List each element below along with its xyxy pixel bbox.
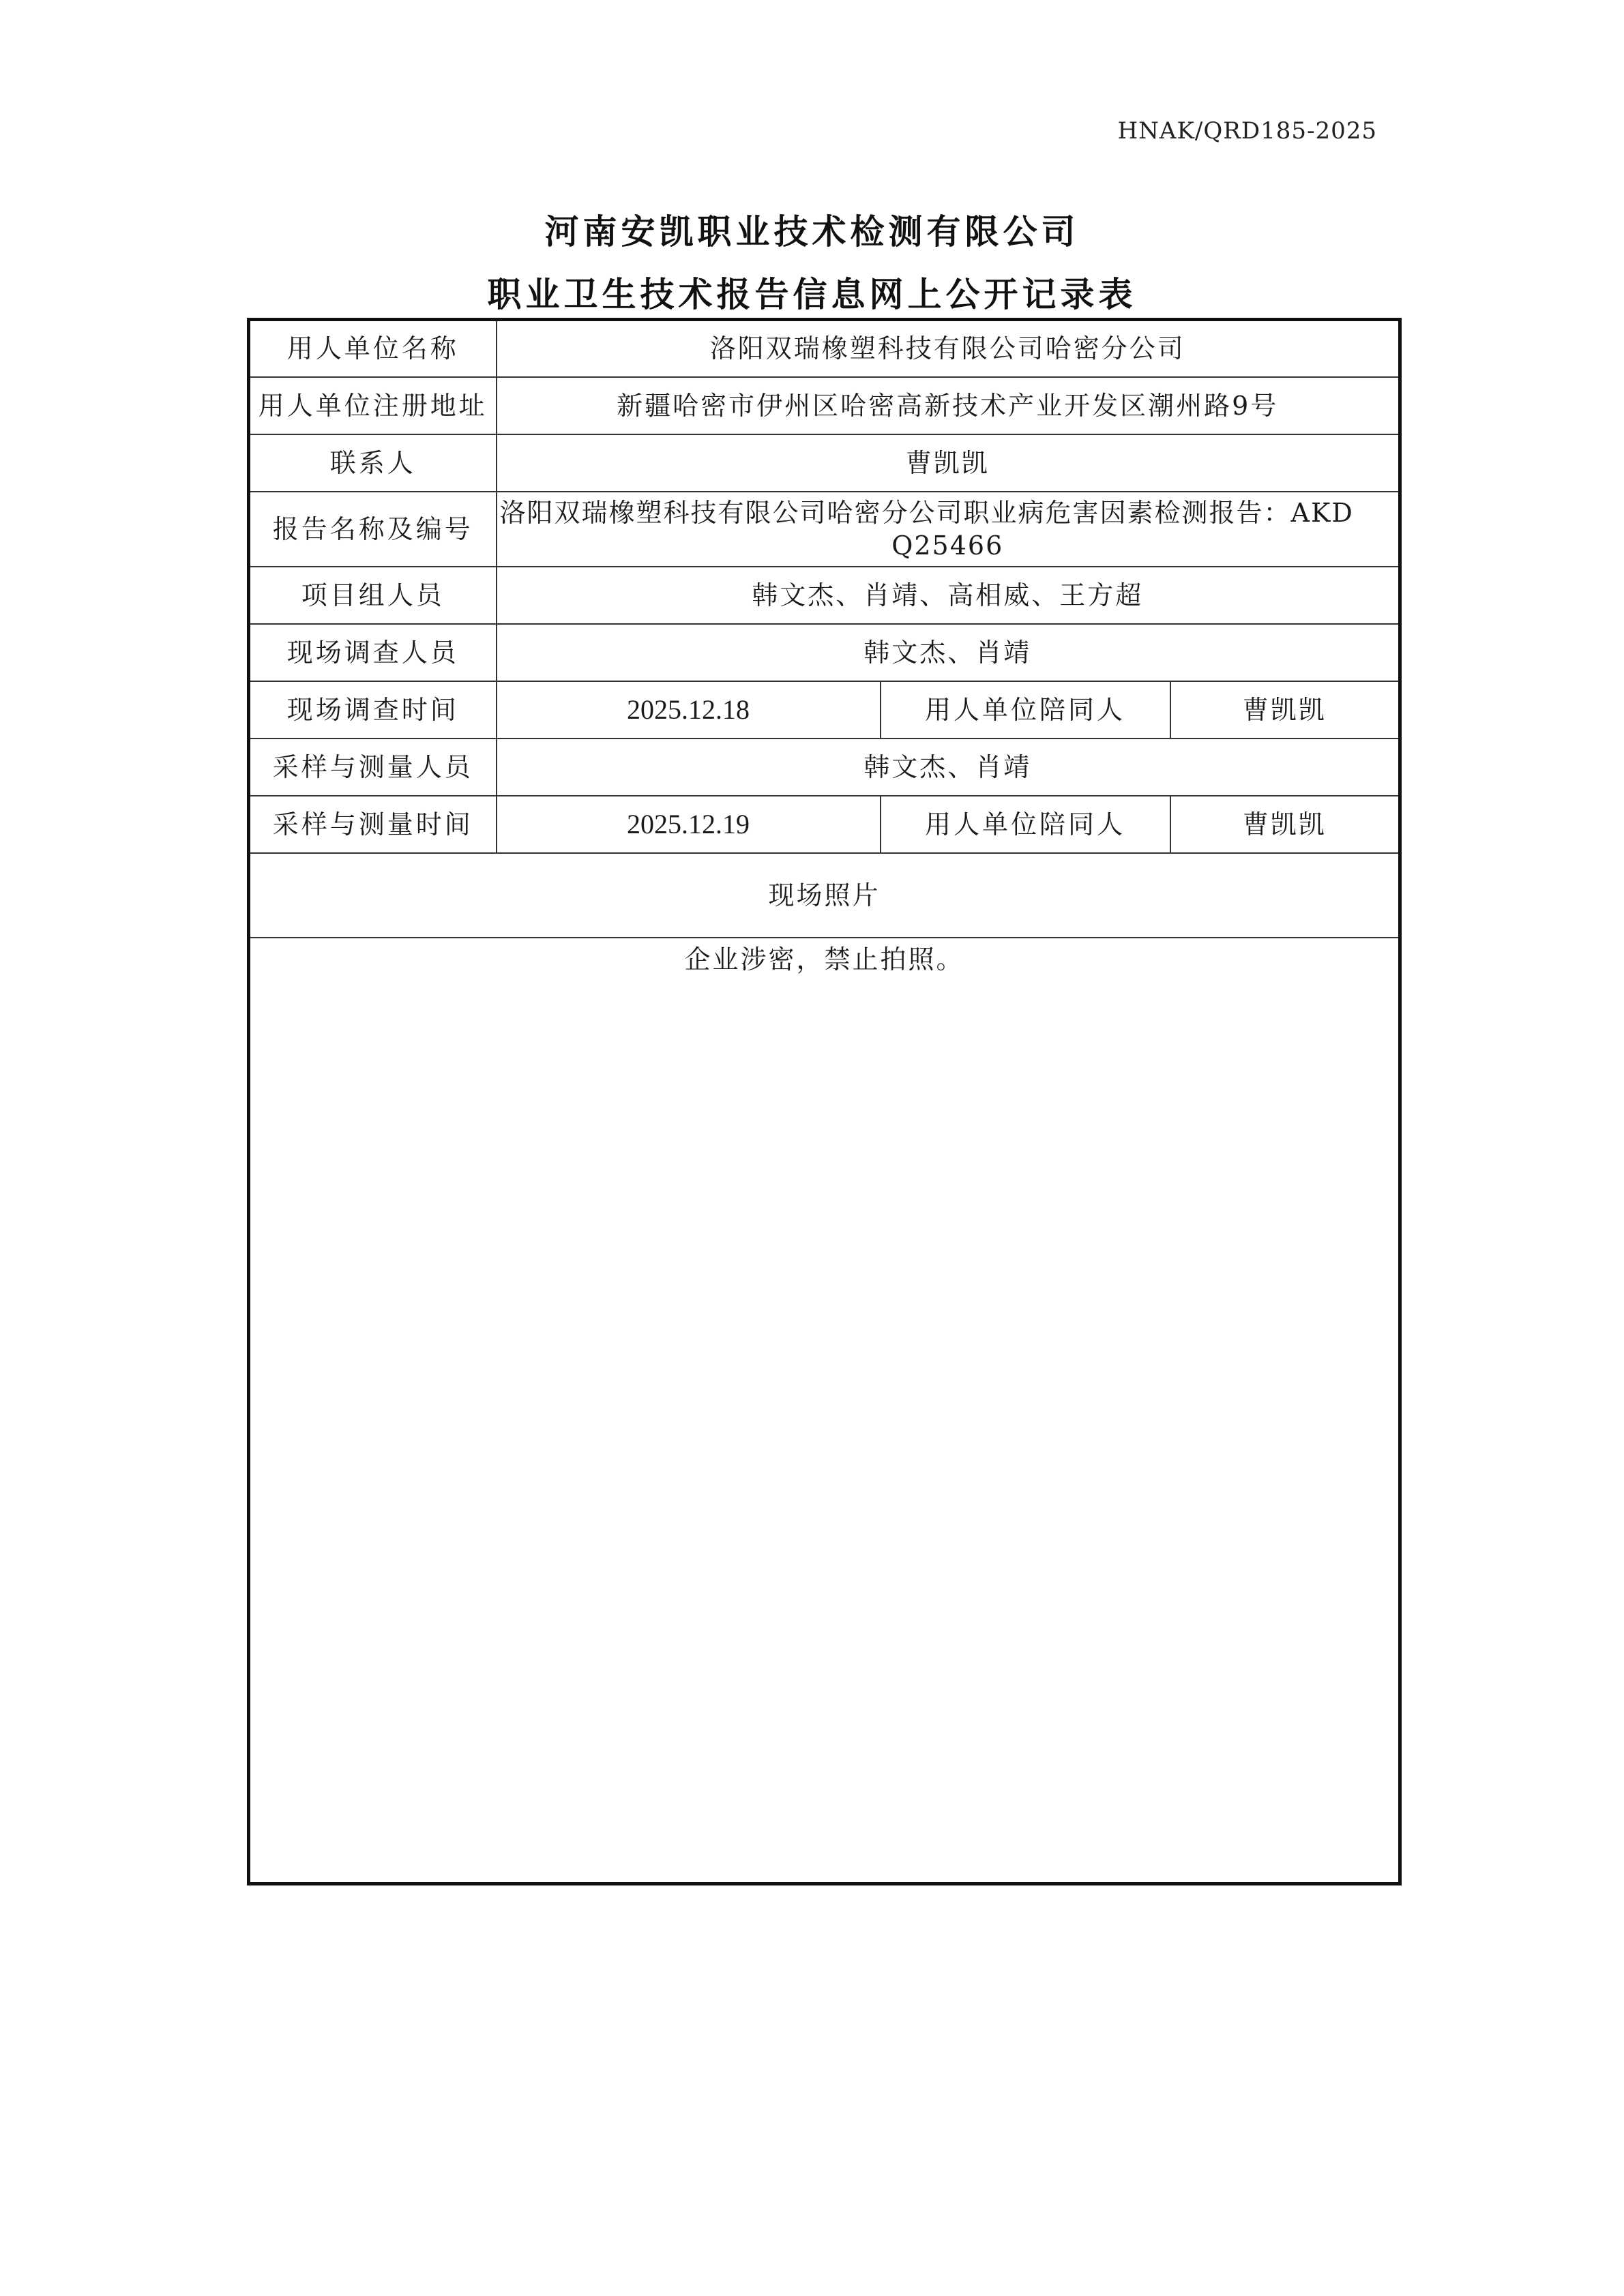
report-label: 报告名称及编号 [249, 492, 497, 567]
form-title: 职业卫生技术报告信息网上公开记录表 [487, 275, 1137, 314]
table-row [249, 567, 1400, 624]
survey-staff-label: 现场调查人员 [249, 624, 497, 681]
project-team-label: 项目组人员 [249, 567, 497, 624]
employer-address-label: 用人单位注册地址 [249, 377, 497, 434]
photo-note: 企业涉密，禁止拍照。 [249, 938, 1400, 1884]
report-name-value [497, 492, 1400, 567]
table-row [249, 853, 1400, 938]
sampling-staff-label: 采样与测量人员 [249, 739, 497, 796]
document-code: HNAK/QRD185-2025 [1117, 117, 1377, 145]
sampling-time-value: 2025.12.19 [497, 796, 881, 853]
table-row [249, 492, 1400, 567]
table-row [249, 739, 1400, 796]
survey-time-value: 2025.12.18 [497, 681, 881, 739]
survey-staff-value: 韩文杰、肖靖 [497, 624, 1400, 681]
employer-name-value: 洛阳双瑞橡塑科技有限公司哈密分公司 [497, 320, 1400, 377]
table-row [249, 681, 1400, 739]
sampling-escort-label: 用人单位陪同人 [881, 796, 1170, 853]
contact-label: 联系人 [249, 434, 497, 492]
table-row [249, 434, 1400, 492]
table-row [249, 938, 1400, 1884]
photo-header: 现场照片 [249, 853, 1400, 938]
table-row [249, 796, 1400, 853]
employer-name-label: 用人单位名称 [249, 320, 497, 377]
survey-escort-value: 曹凯凯 [1170, 681, 1400, 739]
record-table [247, 318, 1402, 1885]
report-name-line1: 洛阳双瑞橡塑科技有限公司哈密分公司职业病危害因素检测报告：AKD [499, 497, 1354, 528]
table-row [249, 320, 1400, 377]
company-title: 河南安凯职业技术检测有限公司 [544, 212, 1080, 252]
employer-address-value: 新疆哈密市伊州区哈密高新技术产业开发区潮州路9号 [497, 377, 1400, 434]
sampling-staff-value: 韩文杰、肖靖 [497, 739, 1400, 796]
table-row [249, 624, 1400, 681]
survey-escort-label: 用人单位陪同人 [881, 681, 1170, 739]
table-row [249, 377, 1400, 434]
sampling-escort-value: 曹凯凯 [1170, 796, 1400, 853]
report-name-line2: Q25466 [891, 530, 1004, 561]
contact-value: 曹凯凯 [497, 434, 1400, 492]
sampling-time-label: 采样与测量时间 [249, 796, 497, 853]
survey-time-label: 现场调查时间 [249, 681, 497, 739]
project-team-value: 韩文杰、肖靖、高相威、王方超 [497, 567, 1400, 624]
